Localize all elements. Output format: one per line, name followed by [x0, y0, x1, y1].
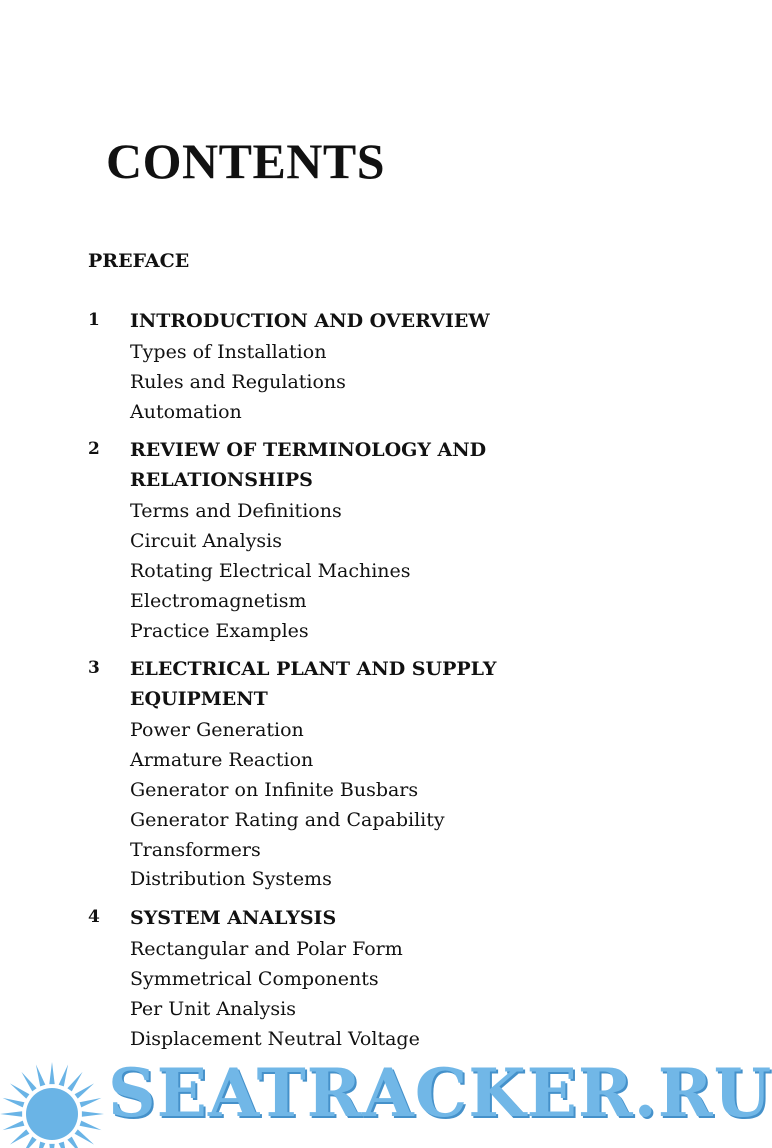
section-item[interactable]: Automation — [130, 400, 242, 423]
section-item[interactable]: Rectangular and Polar Form — [130, 938, 403, 961]
section-item[interactable]: Generator on Infinite Busbars — [130, 778, 419, 801]
chapter-number: 2 — [88, 439, 100, 460]
section-list — [130, 935, 648, 1054]
chapter-title[interactable]: INTRODUCTION AND OVERVIEW — [130, 310, 490, 332]
section-item[interactable]: Circuit Analysis — [130, 530, 282, 553]
section-list — [130, 338, 648, 427]
section-item[interactable]: Per Unit Analysis — [130, 997, 296, 1020]
section-item[interactable]: Electromagnetism — [130, 589, 307, 612]
chapter-2 — [88, 435, 648, 646]
table-of-contents — [88, 306, 648, 1054]
section-item[interactable]: Types of Installation — [130, 341, 327, 363]
section-item[interactable]: Transformers — [130, 838, 261, 861]
section-item[interactable]: Rotating Electrical Machines — [130, 559, 411, 582]
chapter-number: 3 — [88, 658, 100, 679]
watermark — [0, 1048, 772, 1148]
chapter-number: 4 — [88, 907, 100, 928]
section-list — [130, 497, 648, 646]
preface-heading[interactable]: PREFACE — [88, 250, 190, 272]
section-item[interactable]: Power Generation — [130, 719, 304, 742]
section-item[interactable]: Practice Examples — [130, 619, 309, 642]
section-item[interactable]: Distribution Systems — [130, 868, 332, 891]
chapter-4 — [88, 903, 648, 1054]
chapter-title[interactable]: ELECTRICAL PLANT AND SUPPLY EQUIPMENT — [130, 658, 497, 711]
chapter-3 — [88, 654, 648, 895]
section-item[interactable]: Generator Rating and Capability — [130, 808, 445, 831]
section-list — [130, 716, 648, 895]
section-item[interactable]: Armature Reaction — [130, 749, 314, 772]
chapter-number: 1 — [88, 310, 100, 330]
chapter-1 — [88, 306, 648, 427]
watermark-text: SEATRACKER.RU — [108, 1054, 772, 1132]
chapter-title[interactable]: REVIEW OF TERMINOLOGY AND RELATIONSHIPS — [130, 439, 487, 492]
chapter-title[interactable]: SYSTEM ANALYSIS — [130, 907, 337, 930]
section-item[interactable]: Symmetrical Components — [130, 967, 379, 990]
page-title: CONTENTS — [106, 133, 386, 189]
section-item[interactable]: Terms and Definitions — [130, 500, 342, 523]
sun-icon — [0, 1048, 110, 1148]
section-item[interactable]: Displacement Neutral Voltage — [130, 1027, 420, 1050]
section-item[interactable]: Rules and Regulations — [130, 370, 346, 393]
